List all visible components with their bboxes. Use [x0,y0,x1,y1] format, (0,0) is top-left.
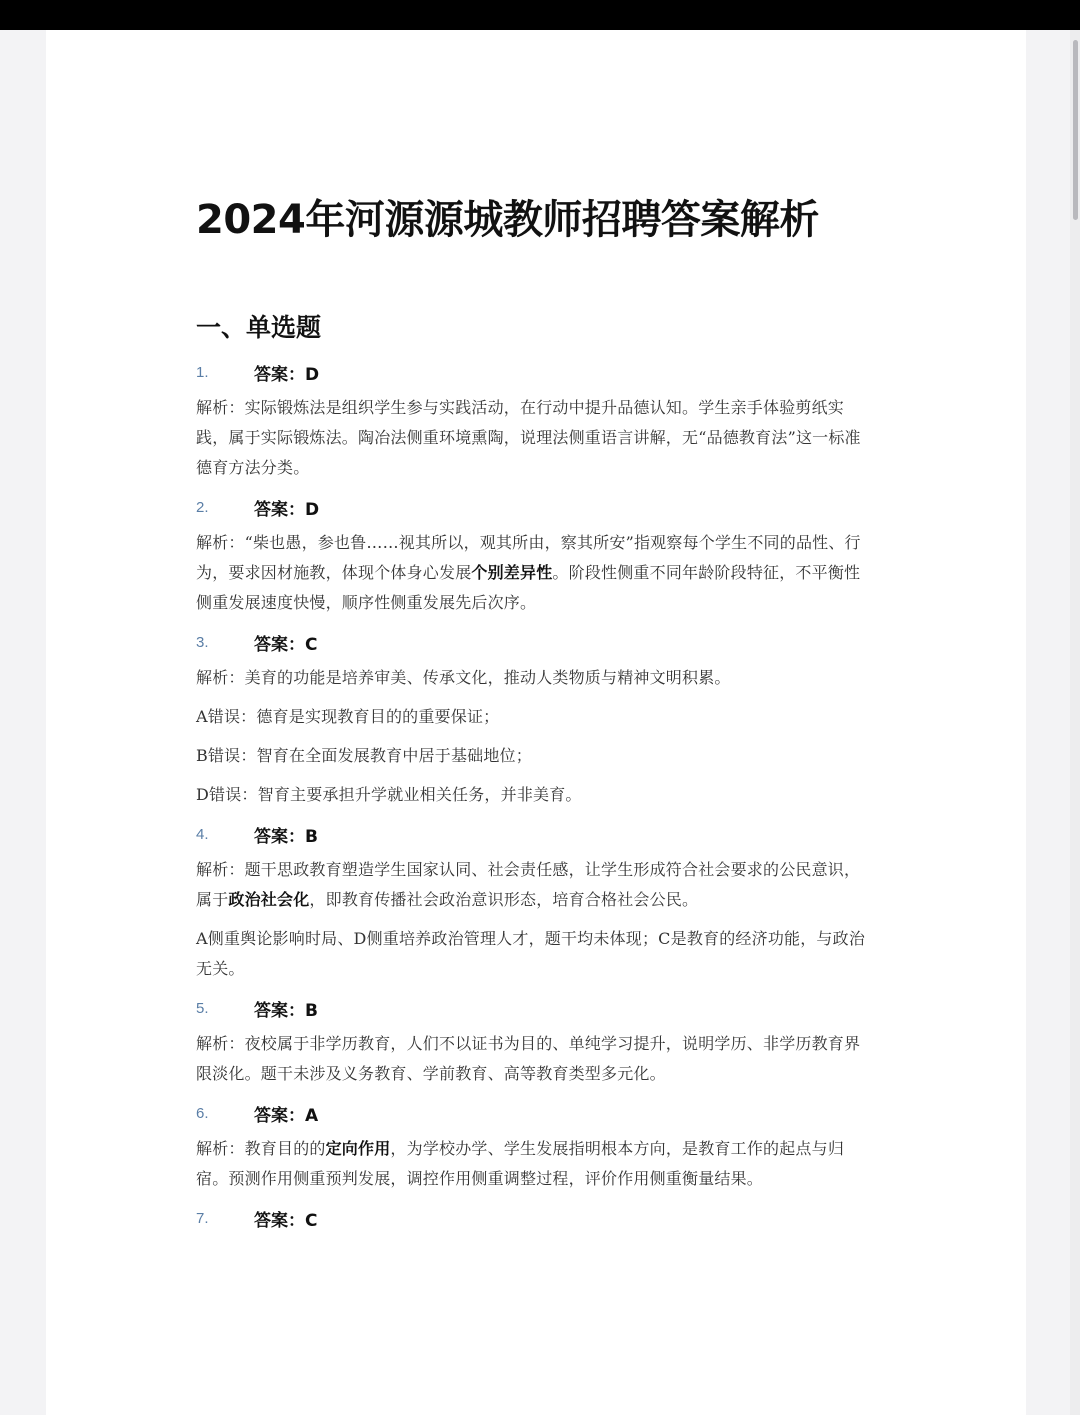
document-title: 2024年河源源城教师招聘答案解析 [196,197,819,243]
question-number: 4. [196,825,209,843]
explanation-paragraph [196,924,876,984]
explanation-paragraph [196,1029,876,1089]
explanation-paragraph [196,741,876,771]
explanation-text: 解析：“柴也愚，参也鲁……视其所以，观其所由，察其所安”指观察每个学生不同的品性、行为，要求因材施教，体现个体身心发展 [196,533,861,582]
question-header [196,357,876,387]
question-header [196,819,876,849]
question-number: 5. [196,999,209,1017]
explanation-text: 。阶段性侧重不同年龄阶段特征，不平衡性侧重发展速度快慢，顺序性侧重发展先后次序。 [196,563,861,612]
answer-label: 答案：C [254,634,318,655]
answer-label: 答案：B [254,1000,318,1021]
status-bar [0,0,1080,30]
explanation-text: 解析：实际锻炼法是组织学生参与实践活动，在行动中提升品德认知。学生亲手体验剪纸实践，属于实际锻炼法。陶冶法侧重环境熏陶，说理法侧重语言讲解，无“品德教育法”这一标准德育方法分类。 [196,398,861,477]
question-number: 6. [196,1104,209,1122]
explanation-paragraph [196,393,876,483]
question-block [196,819,876,984]
explanation-paragraph [196,702,876,732]
explanation-text: A侧重舆论影响时局、D侧重培养政治管理人才，题干均未体现；C是教育的经济功能，与政治无关。 [196,929,866,978]
explanation-text: 解析：教育目的的 [196,1139,326,1158]
answer-label: 答案：A [254,1105,319,1126]
question-block [196,627,876,810]
question-header [196,1203,876,1233]
question-number: 3. [196,633,209,651]
section-title: 一、单选题 [196,313,322,342]
question-header [196,627,876,657]
question-block [196,357,876,483]
explanation-paragraph [196,855,876,915]
explanation-text: 解析：夜校属于非学历教育，人们不以证书为目的、单纯学习提升，说明学历、非学历教育界限淡化。题干未涉及义务教育、学前教育、高等教育类型多元化。 [196,1034,861,1083]
explanation-text: D错误：智育主要承担升学就业相关任务，并非美育。 [196,785,582,804]
scrollbar-thumb[interactable] [1073,40,1078,220]
question-number: 2. [196,498,209,516]
answer-label: 答案：D [254,364,320,385]
explanation-text: A错误：德育是实现教育目的的重要保证； [196,707,500,726]
explanation-text: 解析：美育的功能是培养审美、传承文化，推动人类物质与精神文明积累。 [196,668,731,687]
emphasized-term: 政治社会化 [228,890,310,909]
document-page[interactable] [46,30,1026,1415]
emphasized-term: 定向作用 [325,1139,391,1158]
question-block [196,1098,876,1194]
answer-label: 答案：D [254,499,320,520]
question-list [196,357,876,1233]
question-number: 7. [196,1209,209,1227]
emphasized-term: 个别差异性 [471,563,553,582]
question-block [196,993,876,1089]
question-header [196,492,876,522]
explanation-text: ，即教育传播社会政治意识形态，培育合格社会公民。 [309,890,699,909]
answer-label: 答案：C [254,1210,318,1231]
explanation-text: 解析：题干思政教育塑造学生国家认同、社会责任感，让学生形成符合社会要求的公民意识，属于 [196,860,861,909]
explanation-text: B错误：智育在全面发展教育中居于基础地位； [196,746,532,765]
document-content [196,190,876,1233]
question-block [196,492,876,618]
scrollbar[interactable] [1070,30,1080,1415]
question-block [196,1203,876,1233]
explanation-paragraph [196,1134,876,1194]
question-number: 1. [196,363,209,381]
explanation-paragraph [196,780,876,810]
answer-label: 答案：B [254,826,318,847]
question-header [196,993,876,1023]
explanation-text: ，为学校办学、学生发展指明根本方向，是教育工作的起点与归宿。预测作用侧重预判发展，调控作用侧重调整过程，评价作用侧重衡量结果。 [196,1139,845,1188]
explanation-paragraph [196,528,876,618]
question-header [196,1098,876,1128]
explanation-paragraph [196,663,876,693]
